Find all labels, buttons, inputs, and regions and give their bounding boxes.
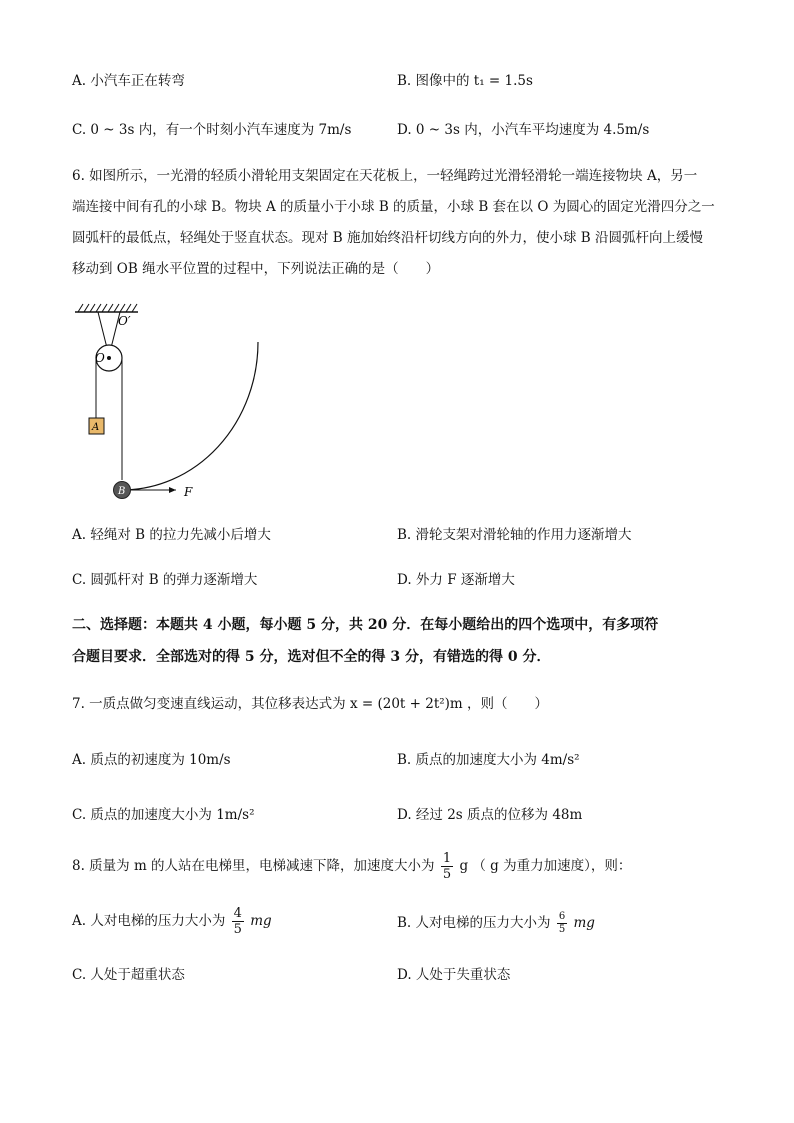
label-b: B xyxy=(118,486,126,497)
quarter-arc-rod xyxy=(122,342,258,490)
q8-option-b-text: B. 人对电梯的压力大小为 xyxy=(397,915,551,931)
q6-stem-line-4: 移动到 OB 绳水平位置的过程中，下列说法正确的是（ ） xyxy=(72,261,440,277)
q8-stem-pre: 8. 质量为 m 的人站在电梯里，电梯减速下降，加速度大小为 xyxy=(72,858,435,874)
q8-option-d: D. 人处于失重状态 xyxy=(397,967,511,983)
q8-stem xyxy=(72,852,631,881)
section-2-heading-line-1: 二、选择题：本题共 4 小题，每小题 5 分，共 20 分．在每小题给出的四个选项中，有多项符 xyxy=(72,617,659,633)
q6-stem-line-2: 端连接中间有孔的小球 B。物块 A 的质量小于小球 B 的质量，小球 B 套在以 O 为圆心的固定光滑四分之一 xyxy=(72,199,715,215)
q6-stem-line-3: 圆弧杆的最低点，轻绳处于竖直状态。现对 B 施加始终沿杆切线方向的外力，使小球 B 沿圆弧杆向上缓慢 xyxy=(72,230,704,246)
q5-option-d: D. 0 ~ 3s 内，小汽车平均速度为 4.5m/s xyxy=(397,122,650,138)
ceiling-hatch xyxy=(78,304,137,312)
q8-option-b xyxy=(397,912,595,935)
q8-stem-fraction xyxy=(441,852,453,881)
q6-stem-line-1: 6. 如图所示，一光滑的轻质小滑轮用支架固定在天花板上，一轻绳跨过光滑轻滑轮一端连接物块 A，另一 xyxy=(72,168,698,184)
pulley-axle xyxy=(107,356,111,360)
q8-stem-post: g （ g 为重力加速度），则： xyxy=(459,858,632,874)
q8-option-a-mg: mg xyxy=(250,913,272,929)
label-o-prime: O′ xyxy=(118,314,131,328)
q6-option-a: A. 轻绳对 B 的拉力先减小后增大 xyxy=(72,527,271,543)
force-arrow-head xyxy=(169,487,176,493)
section-2-heading-line-2: 合题目要求．全部选对的得 5 分，选对但不全的得 3 分，有错选的得 0 分． xyxy=(72,649,551,665)
label-a: A xyxy=(92,422,100,433)
q5-option-a: A. 小汽车正在转弯 xyxy=(72,73,185,89)
q7-option-c: C. 质点的加速度大小为 1m/s² xyxy=(72,807,255,823)
q8-option-b-num: 6 xyxy=(558,911,566,922)
label-f: F xyxy=(184,485,193,499)
q8-option-a-den: 5 xyxy=(233,922,242,937)
q6-figure xyxy=(60,298,280,510)
q5-option-b: B. 图像中的 t₁ = 1.5s xyxy=(397,73,533,89)
q8-frac-den: 5 xyxy=(442,867,452,882)
q8-option-a xyxy=(72,907,272,936)
q7-option-d: D. 经过 2s 质点的位移为 48m xyxy=(397,807,583,823)
q6-option-c: C. 圆弧杆对 B 的弹力逐渐增大 xyxy=(72,572,258,588)
q8-option-a-text: A. 人对电梯的压力大小为 xyxy=(72,913,226,929)
q8-option-c: C. 人处于超重状态 xyxy=(72,967,185,983)
q6-option-b: B. 滑轮支架对滑轮轴的作用力逐渐增大 xyxy=(397,527,632,543)
q8-option-b-fraction xyxy=(557,912,567,935)
q8-option-b-mg: mg xyxy=(573,915,595,931)
q8-option-a-num: 4 xyxy=(233,906,242,921)
q5-option-c: C. 0 ~ 3s 内，有一个时刻小汽车速度为 7m/s xyxy=(72,122,352,138)
label-o: O xyxy=(95,351,105,365)
q6-option-d: D. 外力 F 逐渐增大 xyxy=(397,572,515,588)
q8-option-a-fraction xyxy=(232,907,244,936)
q7-option-a: A. 质点的初速度为 10m/s xyxy=(72,752,231,768)
q8-frac-num: 1 xyxy=(442,851,452,866)
q7-stem: 7. 一质点做匀变速直线运动，其位移表达式为 x = (20t + 2t²)m ，则（ ） xyxy=(72,696,549,712)
q7-option-b: B. 质点的加速度大小为 4m/s² xyxy=(397,752,580,768)
q8-option-b-den: 5 xyxy=(558,924,566,935)
